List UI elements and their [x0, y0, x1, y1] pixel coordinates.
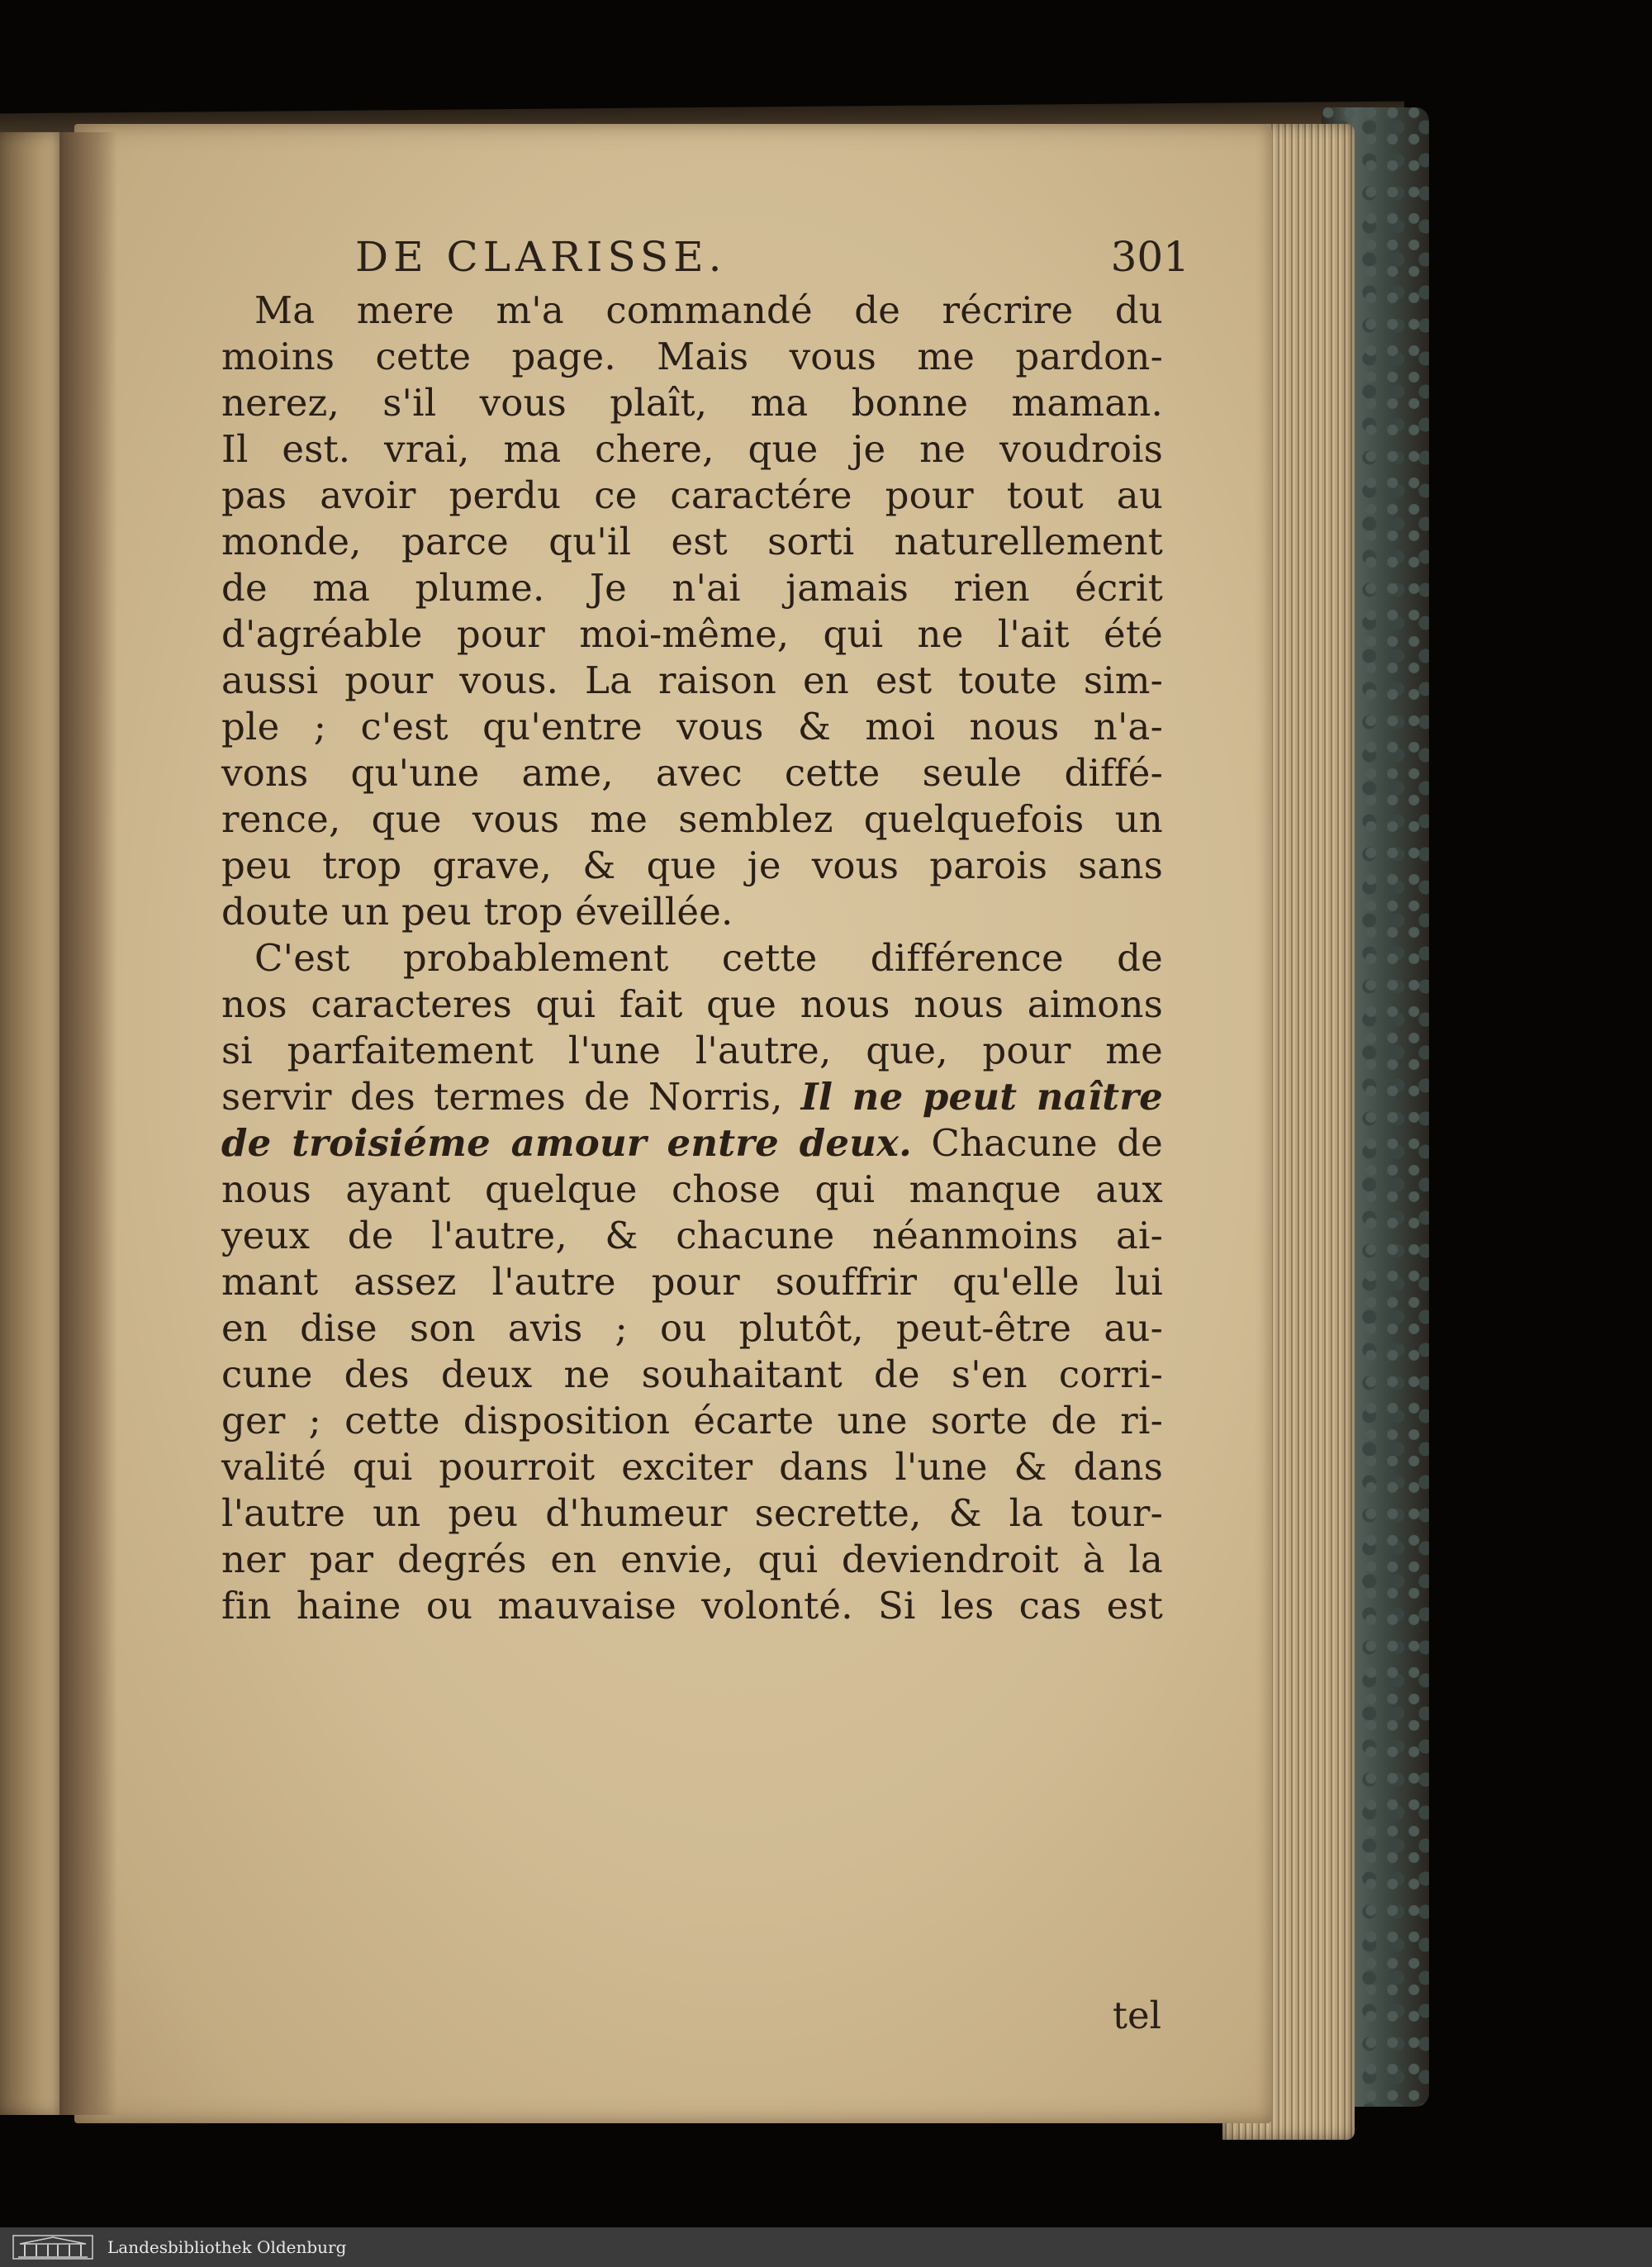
library-building-icon[interactable]: [12, 2234, 94, 2260]
book-page: [74, 124, 1272, 2123]
text-line: nous ayant quelque chose qui manque aux: [221, 1167, 1163, 1211]
footer-bar: [0, 2227, 1652, 2267]
text-line: ple ; c'est qu'entre vous & moi nous n'a-: [221, 705, 1163, 749]
text-line: nerez, s'il vous plaît, ma bonne maman.: [221, 381, 1163, 425]
running-head-title: DE CLARISSE.: [355, 233, 727, 281]
text-line: en dise son avis ; ou plutôt, peut-être au-: [221, 1306, 1163, 1350]
text-line: Il est. vrai, ma chere, que je ne voudrois: [221, 427, 1163, 471]
text-line: de troisiéme amour entre deux. Chacune de: [221, 1121, 1163, 1165]
text-line: doute un peu trop éveillée.: [221, 890, 733, 934]
text-line: d'agréable pour moi-même, qui ne l'ait été: [221, 612, 1163, 656]
library-name[interactable]: Landesbibliothek Oldenburg: [107, 2237, 347, 2257]
catchword: tel: [1112, 1994, 1161, 2037]
text-line: Ma mere m'a commandé de récrire du: [254, 288, 1163, 332]
text-line: rence, que vous me semblez quelquefois un: [221, 797, 1163, 841]
text-line: vons qu'une ame, avec cette seule diffé-: [221, 751, 1163, 795]
text-line: fin haine ou mauvaise volonté. Si les cas est: [221, 1584, 1163, 1628]
text-line: cune des deux ne souhaitant de s'en corri-: [221, 1352, 1163, 1396]
italic-quote: de troisiéme amour entre deux.: [221, 1121, 913, 1165]
text-line: yeux de l'autre, & chacune néanmoins ai-: [221, 1214, 1163, 1257]
text-line: valité qui pourroit exciter dans l'une & dans: [221, 1445, 1163, 1489]
page-number: 301: [1110, 233, 1189, 281]
text-line: moins cette page. Mais vous me pardon-: [221, 335, 1163, 378]
text-line: servir des termes de Norris, Il ne peut naître: [221, 1075, 1164, 1119]
verso-page-edge: [0, 132, 66, 2115]
text-line: si parfaitement l'une l'autre, que, pour me: [221, 1029, 1163, 1072]
text-line: ger ; cette disposition écarte une sorte de ri-: [221, 1399, 1163, 1442]
text-line: C'est probablement cette différence de: [254, 936, 1163, 980]
running-head: [355, 226, 1206, 288]
gutter-shadow: [59, 132, 117, 2115]
text-line: pas avoir perdu ce caractére pour tout au: [221, 473, 1163, 517]
text-block: [221, 288, 1163, 1629]
text-line: ner par degrés en envie, qui deviendroit à la: [221, 1537, 1163, 1581]
text-line: de ma plume. Je n'ai jamais rien écrit: [221, 566, 1163, 610]
text-line: l'autre un peu d'humeur secrette, & la tour-: [221, 1491, 1163, 1535]
text-line: aussi pour vous. La raison en est toute sim-: [221, 658, 1163, 702]
italic-quote: Il ne peut naître: [800, 1075, 1164, 1119]
text-line: nos caracteres qui fait que nous nous aimons: [221, 982, 1163, 1026]
text-line: peu trop grave, & que je vous parois sans: [221, 844, 1163, 887]
text-line: mant assez l'autre pour souffrir qu'elle lui: [221, 1260, 1163, 1304]
text-line: monde, parce qu'il est sorti naturellement: [221, 520, 1163, 563]
